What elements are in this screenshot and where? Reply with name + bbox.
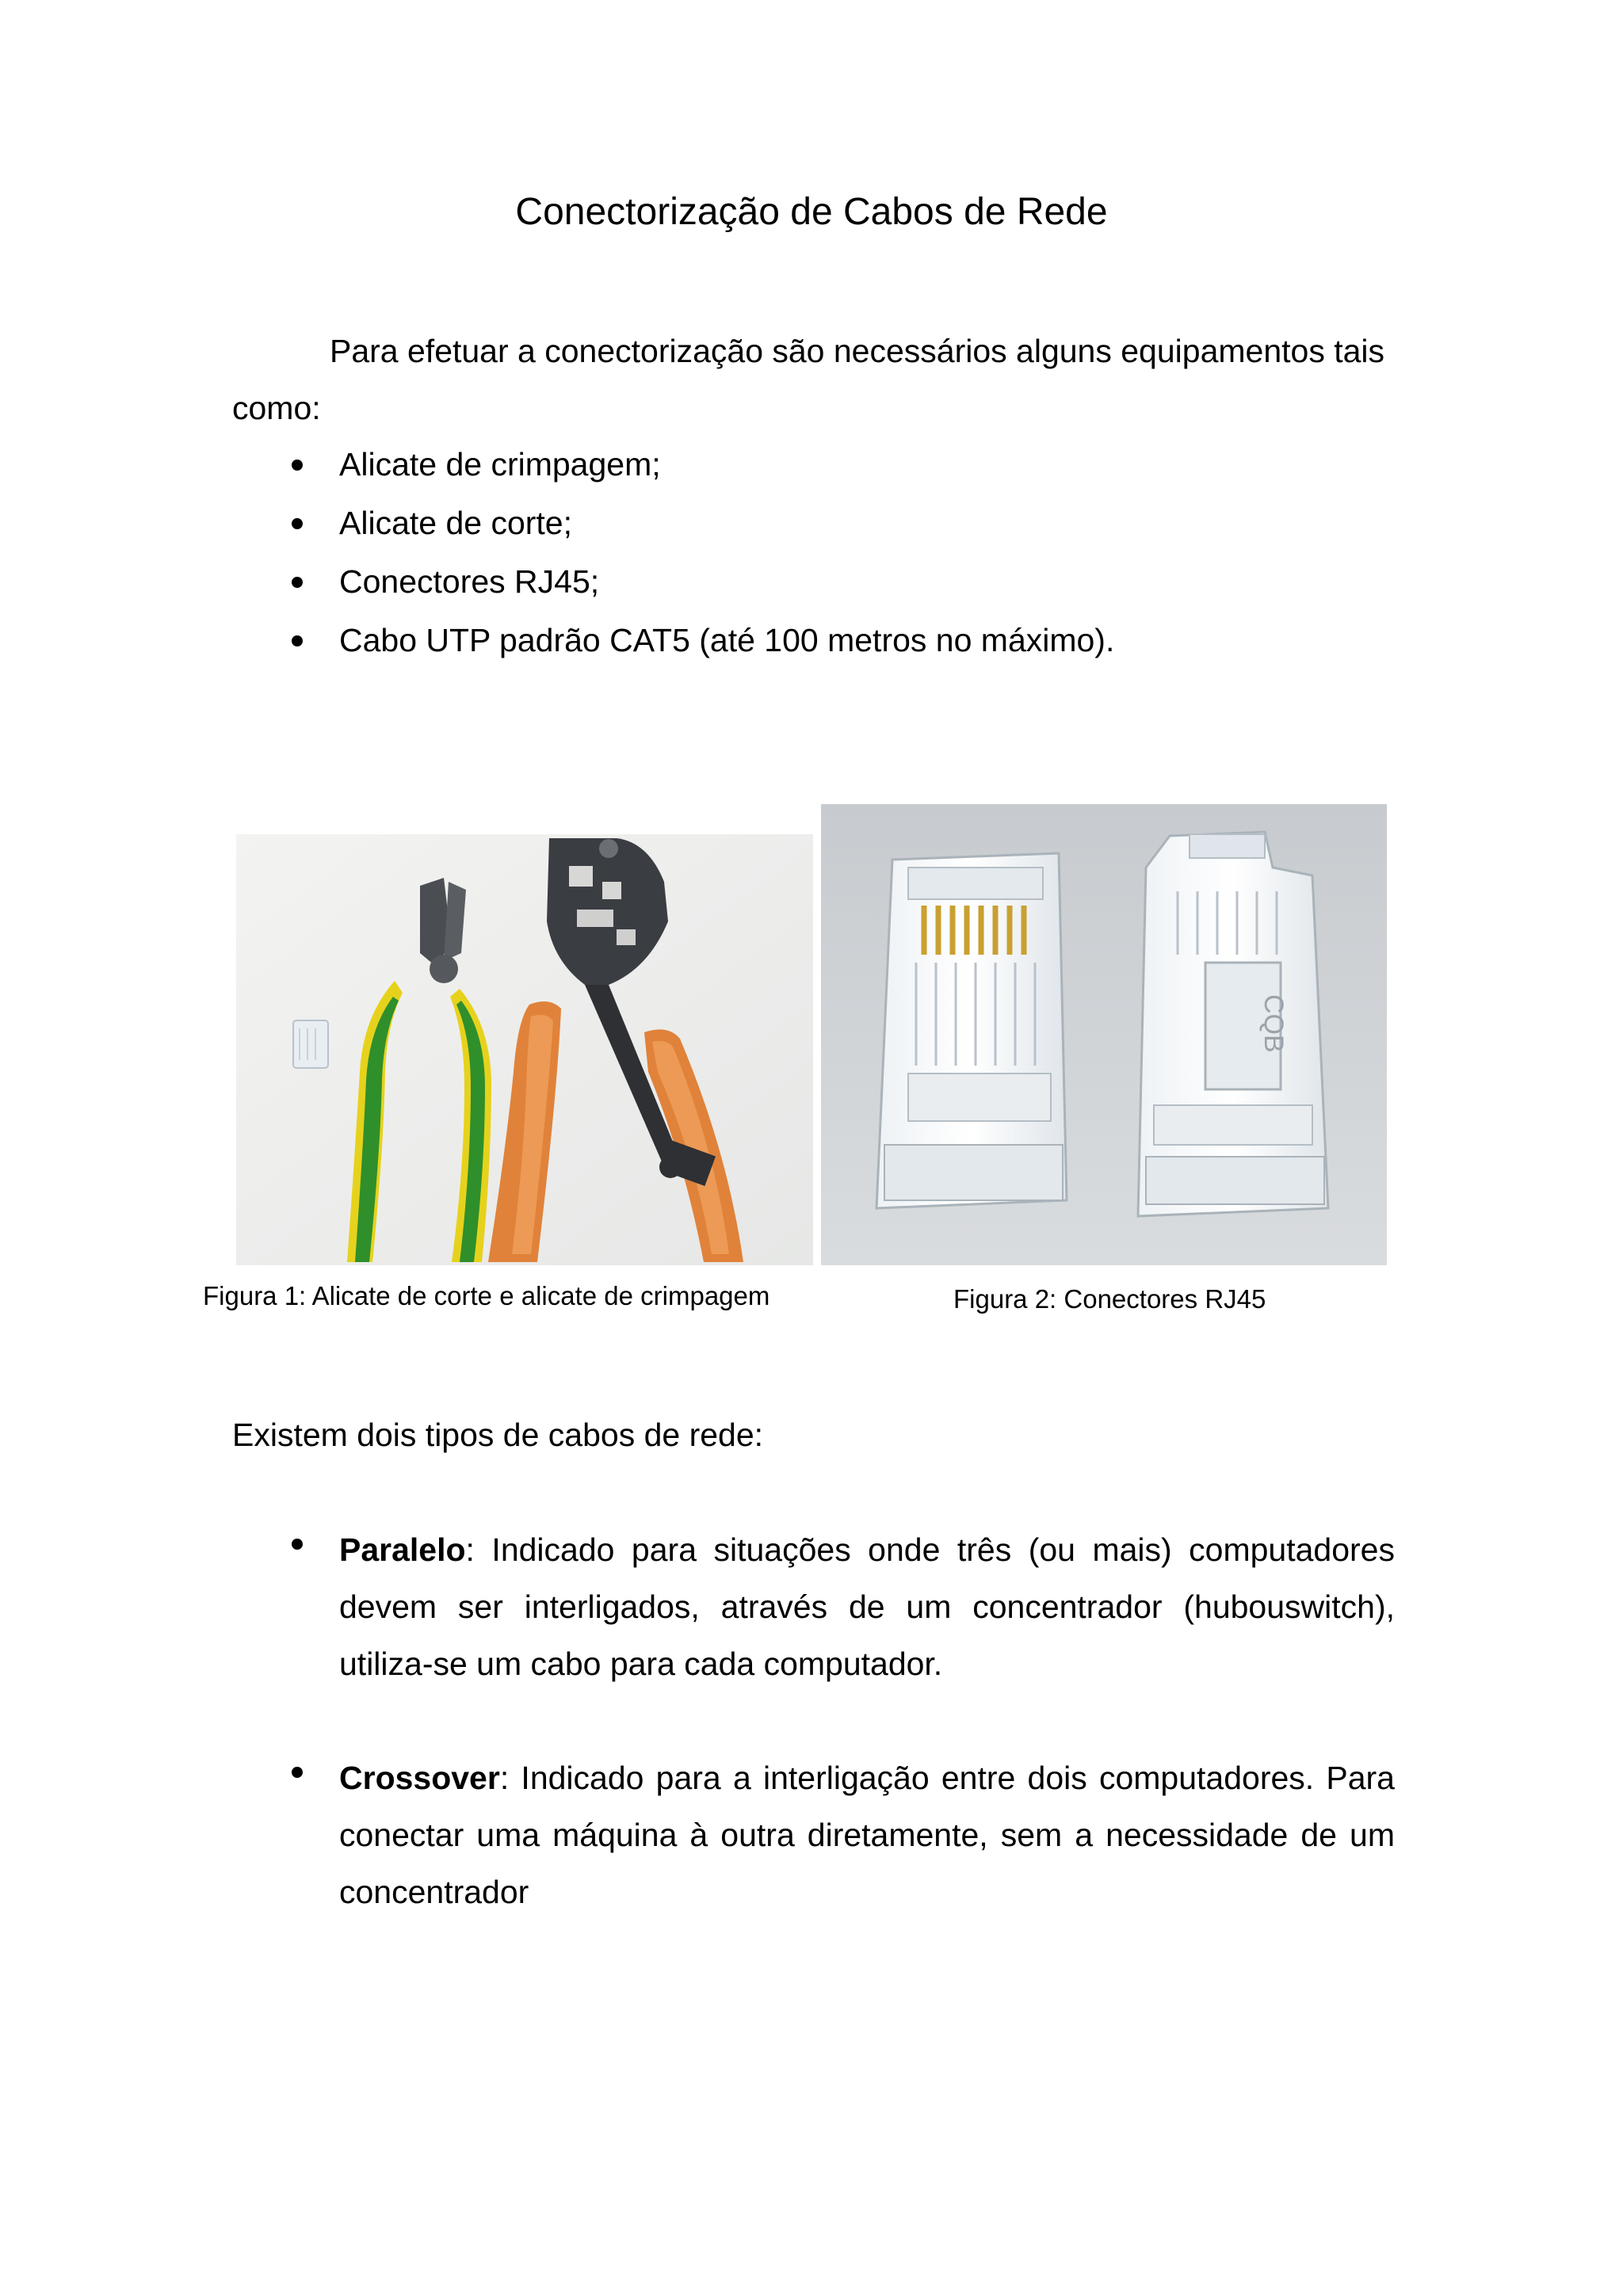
- figure-2-caption: Figura 2: Conectores RJ45: [953, 1284, 1266, 1314]
- figure-pliers-photo: [236, 834, 813, 1265]
- cable-type-description: : Indicado para situações onde três (ou mais) computadores devem ser interligados, através de um concentrador (hubouswitch), utiliza-se um cabo para cada computador.: [339, 1531, 1395, 1682]
- types-intro: Existem dois tipos de cabos de rede:: [232, 1417, 764, 1453]
- pliers-illustration: [236, 834, 813, 1265]
- bullet-icon: [292, 460, 303, 471]
- rj45-connector-back-icon: [1138, 832, 1328, 1216]
- cable-type-description: : Indicado para a interligação entre dois computadores. Para conectar uma máquina à outra diretamente, sem a necessidade de um concentrador: [339, 1760, 1395, 1910]
- bullet-icon: [292, 518, 303, 529]
- list-item: Alicate de corte;: [285, 502, 1114, 561]
- list-item: Alicate de crimpagem;: [285, 444, 1114, 502]
- cable-type-crossover: [285, 1749, 1395, 1920]
- intro-line-1: Para efetuar a conectorização são necessários alguns equipamentos tais: [330, 333, 1385, 369]
- bullet-icon: [292, 1767, 303, 1778]
- list-item: Conectores RJ45;: [285, 561, 1114, 620]
- list-item: Cabo UTP padrão CAT5 (até 100 metros no máximo).: [285, 620, 1114, 678]
- figure-rj45-photo: [821, 804, 1387, 1265]
- rj45-connector-small-icon: [293, 1020, 328, 1068]
- equipment-list: [285, 444, 1114, 678]
- figure-1-caption: Figura 1: Alicate de corte e alicate de crimpagem: [203, 1281, 770, 1310]
- bullet-icon: [292, 577, 303, 588]
- rj45-connector-front-icon: [876, 853, 1067, 1208]
- bullet-icon: [292, 635, 303, 646]
- cable-type-name: Paralelo: [339, 1531, 466, 1568]
- cable-type-name: Crossover: [339, 1760, 500, 1796]
- bullet-icon: [292, 1539, 303, 1550]
- intro-line-2: como:: [232, 390, 321, 426]
- svg-text:CQB: CQB: [1258, 994, 1289, 1053]
- cable-type-paralelo: [285, 1521, 1395, 1692]
- page-title: Conectorização de Cabos de Rede: [515, 191, 1108, 233]
- rj45-connectors-illustration: [821, 804, 1387, 1265]
